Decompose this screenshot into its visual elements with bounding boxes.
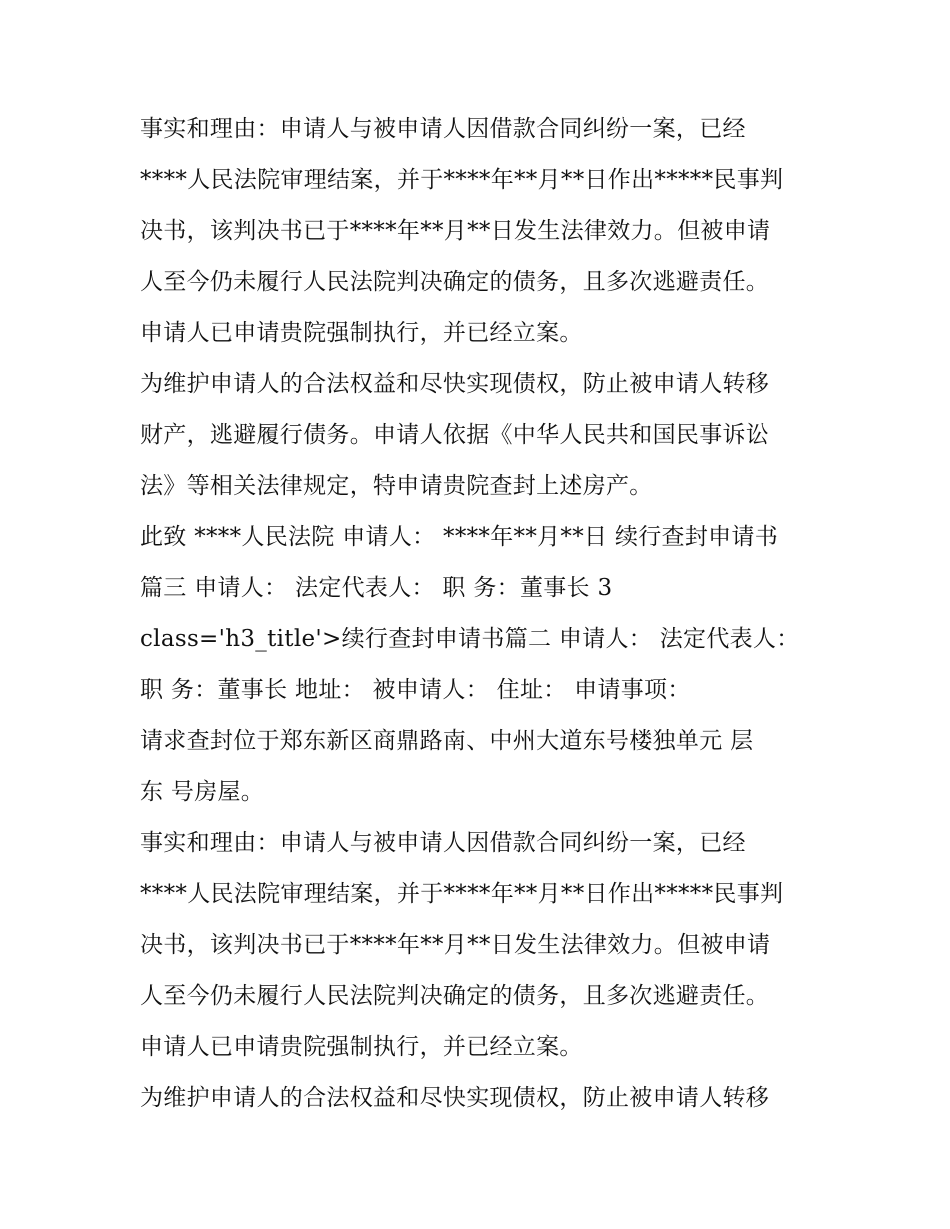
paragraph-purpose-repeat bbox=[140, 1073, 820, 1124]
text-line: 此致 ****人民法院 申请人： ****年**月**日 续行查封申请书 bbox=[140, 524, 779, 550]
text-line: 申请人已申请贵院强制执行，并已经立案。 bbox=[140, 320, 583, 346]
text-line: ****人民法院审理结案，并于****年**月**日作出*****民事判 bbox=[140, 881, 784, 907]
text-line: 申请人已申请贵院强制执行，并已经立案。 bbox=[140, 1034, 583, 1060]
paragraph-closing-and-header bbox=[140, 512, 820, 716]
text-line: 决书，该判决书已于****年**月**日发生法律效力。但被申请 bbox=[140, 218, 771, 244]
text-line: 人至今仍未履行人民法院判决确定的债务，且多次逃避责任。 bbox=[140, 269, 770, 295]
text-line: 请求查封位于郑东新区商鼎路南、中州大道东号楼独单元 层 bbox=[140, 728, 754, 754]
text-line: 财产，逃避履行债务。申请人依据《中华人民共和国民事诉讼 bbox=[140, 422, 770, 448]
paragraph-purpose bbox=[140, 359, 820, 512]
text-line: 职 务：董事长 地址： 被申请人： 住址： 申请事项： bbox=[140, 677, 691, 703]
text-line: 事实和理由：申请人与被申请人因借款合同纠纷一案，已经 bbox=[140, 116, 746, 142]
text-line: 人至今仍未履行人民法院判决确定的债务，且多次逃避责任。 bbox=[140, 983, 770, 1009]
document-body bbox=[140, 104, 820, 1124]
text-line: class='h3_title'>续行查封申请书篇二 申请人： 法定代表人： bbox=[140, 626, 800, 652]
text-line: 法》等相关法律规定，特申请贵院查封上述房产。 bbox=[140, 473, 653, 499]
paragraph-facts-and-reasons bbox=[140, 104, 820, 359]
text-line: 为维护申请人的合法权益和尽快实现债权，防止被申请人转移 bbox=[140, 371, 770, 397]
paragraph-request bbox=[140, 716, 820, 818]
paragraph-facts-and-reasons-repeat bbox=[140, 818, 820, 1073]
text-line: 决书，该判决书已于****年**月**日发生法律效力。但被申请 bbox=[140, 932, 771, 958]
text-line: 为维护申请人的合法权益和尽快实现债权，防止被申请人转移 bbox=[140, 1085, 770, 1111]
text-line: 事实和理由：申请人与被申请人因借款合同纠纷一案，已经 bbox=[140, 830, 746, 856]
text-line: 东 号房屋。 bbox=[140, 779, 265, 805]
text-line: 篇三 申请人： 法定代表人： 职 务：董事长 3 bbox=[140, 575, 613, 601]
text-line: ****人民法院审理结案，并于****年**月**日作出*****民事判 bbox=[140, 167, 784, 193]
